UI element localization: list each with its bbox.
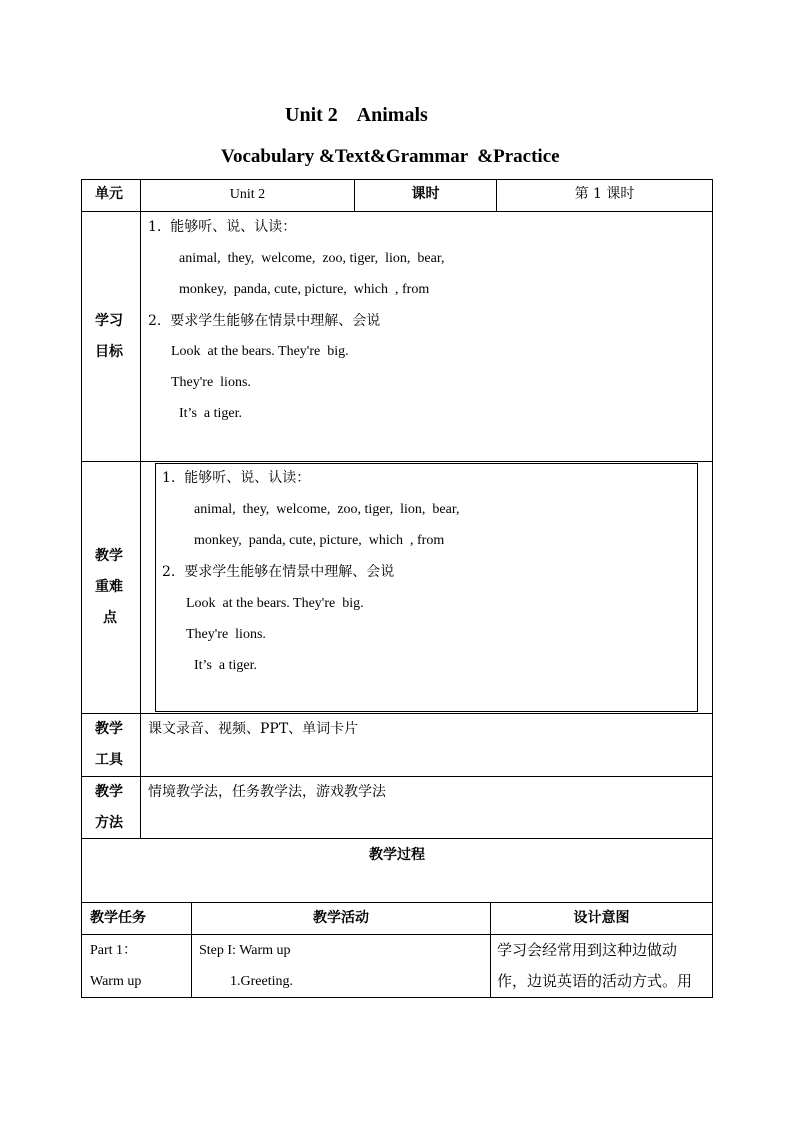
process-title: 教学过程 <box>369 847 425 863</box>
objective-line: It’s a tiger. <box>179 406 242 421</box>
methods-label-1: 教学 <box>95 784 123 800</box>
objective-line: animal, they, welcome, zoo, tiger, lion, bear, <box>179 251 445 266</box>
lesson-subtitle: Vocabulary &Text&Grammar &Practice <box>221 146 560 167</box>
keypoint-line: 1. 能够听、说、认读： <box>162 470 311 486</box>
keypoint-line: 2. 要求学生能够在情景中理解、会说 <box>162 564 395 580</box>
task-cell-2: Warm up <box>90 974 142 989</box>
keypoint-line: Look at the bears. They're big. <box>186 596 364 611</box>
objectives-label-2: 目标 <box>95 344 123 360</box>
objective-line: monkey, panda, cute, picture, which , from <box>179 282 430 297</box>
activity-cell-2: 1.Greeting. <box>230 974 293 989</box>
intent-cell-1: 学习会经常用到这种边做动 <box>497 941 678 959</box>
unit-value: Unit 2 <box>229 187 266 202</box>
objective-line: 1. 能够听、说、认读： <box>148 219 297 235</box>
keypoint-line: It’s a tiger. <box>194 658 257 673</box>
intent-header: 设计意图 <box>573 910 630 926</box>
objective-line: Look at the bears. They're big. <box>171 344 349 359</box>
activity-header: 教学活动 <box>313 910 369 926</box>
objective-line: 2. 要求学生能够在情景中理解、会说 <box>148 313 381 329</box>
methods-label-2: 方法 <box>95 815 123 831</box>
objectives-label-1: 学习 <box>95 313 123 329</box>
period-value: 第 1 课时 <box>574 186 635 202</box>
keypoint-line: monkey, panda, cute, picture, which , from <box>194 533 445 548</box>
methods-value: 情境教学法，任务教学法，游戏教学法 <box>148 784 386 800</box>
keypoints-label-3: 点 <box>103 610 117 626</box>
task-cell-1: Part 1： <box>90 943 138 958</box>
activity-cell-1: Step I: Warm up <box>199 943 291 958</box>
tools-label-1: 教学 <box>95 721 123 737</box>
unit-title: Unit 2 Animals <box>285 104 428 126</box>
keypoints-label-2: 重难 <box>95 579 123 595</box>
period-label: 课时 <box>411 186 440 202</box>
objective-line: They're lions. <box>171 375 251 390</box>
task-header: 教学任务 <box>90 910 146 926</box>
keypoint-line: They're lions. <box>186 627 266 642</box>
intent-cell-2: 作，边说英语的活动方式。用 <box>497 972 693 990</box>
keypoint-line: animal, they, welcome, zoo, tiger, lion, bear, <box>194 502 460 517</box>
unit-label: 单元 <box>95 186 123 202</box>
keypoints-label-1: 教学 <box>95 548 123 564</box>
tools-value: 课文录音、视频、PPT、单词卡片 <box>148 721 359 737</box>
tools-label-2: 工具 <box>95 752 123 768</box>
